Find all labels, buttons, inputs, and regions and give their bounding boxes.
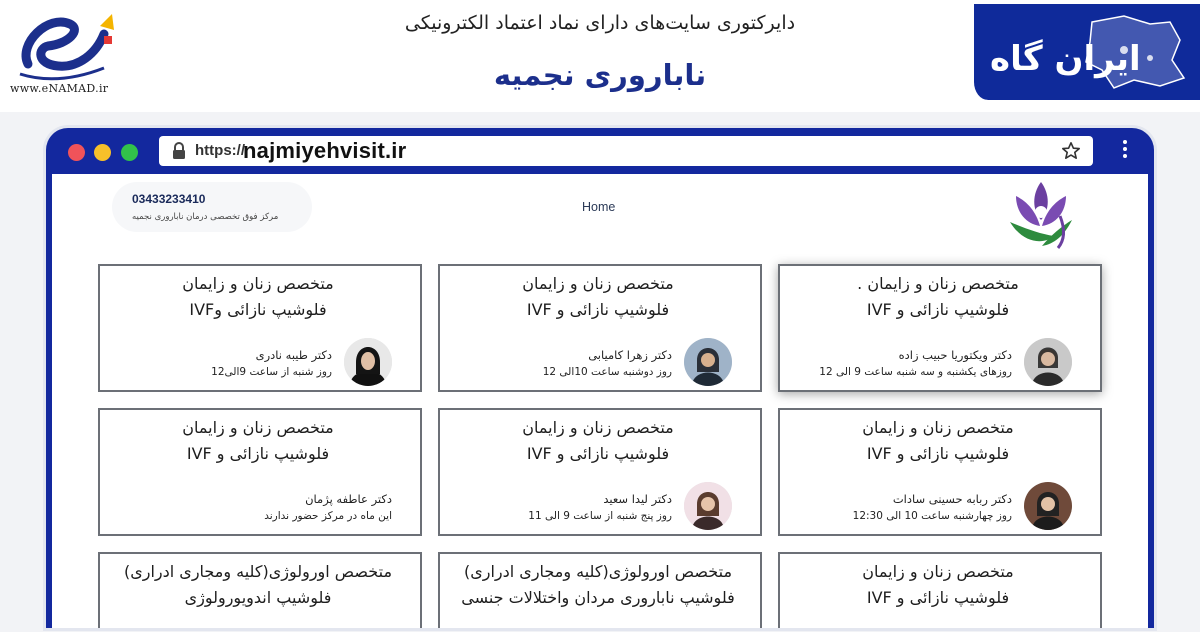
doctor-avatar [684, 338, 732, 386]
address-bar[interactable] [159, 136, 1093, 166]
doctor-name: دکتر ویکتوریا حبیب زاده [898, 348, 1012, 362]
lock-icon [171, 142, 187, 160]
center-description: مرکز فوق تخصصی درمان ناباروری نجمیه [132, 212, 279, 222]
card-specialty: متخصص اورولوژی(کلیه ومجاری ادراری) [463, 562, 733, 581]
visit-schedule: روز شنبه از ساعت 9الی12 [211, 366, 332, 378]
doctor-card[interactable] [98, 552, 422, 628]
najmiyeh-logo[interactable] [1002, 176, 1080, 254]
close-window-icon[interactable] [68, 144, 85, 161]
card-specialty: متخصص زنان و زایمان . [857, 274, 1019, 293]
bookmark-star-icon[interactable] [1061, 141, 1081, 161]
doctor-avatar [344, 338, 392, 386]
doctor-avatar [684, 482, 732, 530]
contact-box [112, 182, 312, 232]
visit-schedule: روزهای یکشنبه و سه شنبه ساعت 9 الی 12 [819, 366, 1012, 378]
doctor-card[interactable] [438, 552, 762, 628]
card-fellowship: فلوشیپ نازائی وIVF [189, 300, 327, 319]
directory-title: دایرکتوری سایت‌های دارای نماد اعتماد الکترونیکی [404, 12, 796, 34]
url-domain: najmiyehvisit.ir [243, 138, 407, 163]
browser-window [46, 128, 1154, 628]
card-fellowship: فلوشیپ نازائی و IVF [526, 444, 670, 463]
card-fellowship: فلوشیپ نازائی و IVF [526, 300, 670, 319]
doctor-avatar [1024, 338, 1072, 386]
doctor-name: دکتر زهرا کامیابی [588, 348, 672, 362]
doctor-avatar [1024, 482, 1072, 530]
doctor-card[interactable] [778, 552, 1102, 628]
card-fellowship: فلوشیپ نازائی و IVF [866, 444, 1010, 463]
card-specialty: متخصص زنان و زایمان [182, 274, 334, 293]
doctor-card[interactable] [98, 408, 422, 536]
card-fellowship: فلوشیپ نازائی و IVF [866, 588, 1010, 607]
card-fellowship: فلوشیپ نازائی و IVF [186, 444, 330, 463]
directory-header [0, 0, 1200, 112]
site-name-heading: ناباروری نجمیه [493, 58, 707, 92]
card-specialty: متخصص اورولوژی(کلیه ومجاری ادراری) [123, 562, 393, 581]
visit-schedule: روز چهارشنبه ساعت 10 الی 12:30 [852, 510, 1012, 522]
card-fellowship: فلوشیپ اندویورولوژی [184, 588, 332, 607]
card-specialty: متخصص زنان و زایمان [522, 274, 674, 293]
doctor-card[interactable] [778, 264, 1102, 392]
doctor-name: دکتر طیبه نادری [255, 348, 332, 362]
page-viewport [52, 174, 1148, 628]
url-scheme: https:// [195, 142, 245, 159]
nav-home-link[interactable]: Home [582, 200, 616, 214]
card-fellowship: فلوشیپ نازائی و IVF [866, 300, 1010, 319]
doctor-name: دکتر ربابه حسینی سادات [892, 492, 1012, 506]
visit-schedule: روز دوشنبه ساعت 10الی 12 [542, 366, 672, 378]
doctor-card[interactable] [438, 264, 762, 392]
card-specialty: متخصص زنان و زایمان [522, 418, 674, 437]
doctor-name: دکتر عاطفه پژمان [305, 492, 392, 506]
irangah-badge [970, 0, 1200, 100]
doctor-card[interactable] [438, 408, 762, 536]
irangah-logo-text: ایران گاه [990, 39, 1141, 79]
card-fellowship: فلوشیپ ناباروری مردان واختلالات جنسی [461, 588, 735, 607]
visit-schedule: روز پنج شنبه از ساعت 9 الی 11 [528, 510, 672, 522]
maximize-window-icon[interactable] [121, 144, 138, 161]
contact-phone[interactable]: 03433233410 [132, 192, 206, 206]
doctor-card[interactable] [98, 264, 422, 392]
doctor-name: دکتر لیدا سعید [603, 492, 672, 506]
enamad-url: www.eNAMAD.ir [10, 82, 109, 95]
card-specialty: متخصص زنان و زایمان [182, 418, 334, 437]
minimize-window-icon[interactable] [94, 144, 111, 161]
card-specialty: متخصص زنان و زایمان [862, 418, 1014, 437]
doctor-card[interactable] [778, 408, 1102, 536]
card-specialty: متخصص زنان و زایمان [862, 562, 1014, 581]
visit-schedule: این ماه در مرکز حضور ندارند [264, 510, 392, 522]
browser-menu-icon[interactable] [1122, 140, 1128, 162]
